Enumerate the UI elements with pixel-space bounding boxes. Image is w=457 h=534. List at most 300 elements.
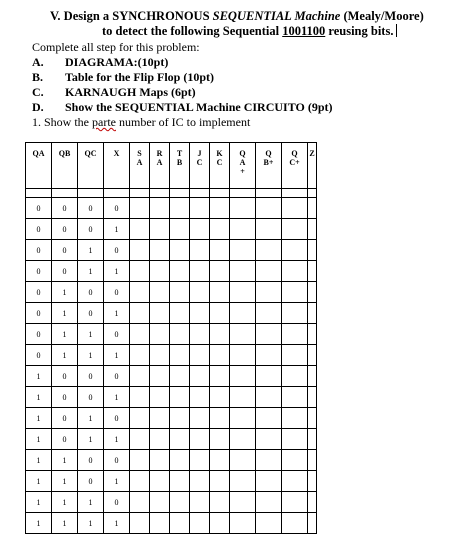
empty-answer-cell[interactable] [230,513,256,534]
empty-answer-cell[interactable] [190,471,210,492]
step-text: DIAGRAMA:(10pt) [65,55,169,69]
empty-answer-cell[interactable] [130,471,150,492]
empty-answer-cell[interactable] [308,345,317,366]
column-header [190,143,210,189]
step-text: Show the SEQUENTIAL Machine CIRCUITO (9pt) [65,100,333,114]
table-row [26,219,317,240]
problem-title-line-1 [50,9,424,24]
empty-answer-cell[interactable] [282,198,308,219]
input-value-cell: 0 [52,366,78,387]
empty-answer-cell[interactable] [170,492,190,513]
spelling-error-word: parte [92,115,116,129]
empty-answer-cell[interactable] [230,450,256,471]
input-value-cell: 1 [52,324,78,345]
empty-answer-cell[interactable] [190,324,210,345]
spacer-cell [52,189,78,198]
input-value-cell: 1 [78,492,104,513]
input-value-cell: 0 [26,198,52,219]
input-value-cell: 0 [104,408,130,429]
input-value-cell: 0 [52,387,78,408]
spacer-cell [150,189,170,198]
empty-answer-cell[interactable] [308,429,317,450]
input-value-cell: 1 [26,429,52,450]
empty-answer-cell[interactable] [308,513,317,534]
spacer-cell [78,189,104,198]
empty-answer-cell[interactable] [308,492,317,513]
empty-answer-cell[interactable] [230,240,256,261]
input-value-cell: 1 [104,345,130,366]
step-letter: C. [32,85,44,99]
empty-answer-cell[interactable] [210,324,230,345]
empty-answer-cell[interactable] [230,324,256,345]
column-header-line: Z [309,149,315,158]
input-value-cell: 0 [78,198,104,219]
column-header [150,143,170,189]
input-value-cell: 0 [26,240,52,261]
table-row [26,240,317,261]
input-value-cell: 0 [78,387,104,408]
empty-answer-cell[interactable] [256,198,282,219]
column-header [230,143,256,189]
empty-answer-cell[interactable] [256,240,282,261]
empty-answer-cell[interactable] [150,387,170,408]
empty-answer-cell[interactable] [308,450,317,471]
input-value-cell: 0 [52,429,78,450]
input-value-cell: 0 [104,198,130,219]
empty-answer-cell[interactable] [282,492,308,513]
empty-answer-cell[interactable] [308,324,317,345]
empty-answer-cell[interactable] [130,219,150,240]
empty-answer-cell[interactable] [170,513,190,534]
column-header-line: T [176,149,183,158]
empty-answer-cell[interactable] [256,408,282,429]
empty-answer-cell[interactable] [190,282,210,303]
empty-answer-cell[interactable] [210,303,230,324]
empty-answer-cell[interactable] [190,450,210,471]
empty-answer-cell[interactable] [282,387,308,408]
empty-answer-cell[interactable] [170,240,190,261]
empty-answer-cell[interactable] [130,198,150,219]
spacer-cell [130,189,150,198]
empty-answer-cell[interactable] [308,303,317,324]
input-value-cell: 1 [26,492,52,513]
input-value-cell: 0 [26,324,52,345]
empty-answer-cell[interactable] [190,513,210,534]
input-value-cell: 1 [104,471,130,492]
empty-answer-cell[interactable] [230,219,256,240]
column-header-line: QA [32,149,45,158]
empty-answer-cell[interactable] [230,366,256,387]
empty-answer-cell[interactable] [210,219,230,240]
input-value-cell: 0 [104,450,130,471]
empty-answer-cell[interactable] [190,219,210,240]
column-header-line: QC [84,149,97,158]
empty-answer-cell[interactable] [190,387,210,408]
table-row [26,492,317,513]
empty-answer-cell[interactable] [150,471,170,492]
empty-answer-cell[interactable] [230,471,256,492]
input-value-cell: 1 [52,492,78,513]
input-value-cell: 0 [78,282,104,303]
input-value-cell: 1 [52,345,78,366]
step-item-a [32,55,168,70]
title-line2-prefix: to detect the following Sequential [102,24,283,38]
empty-answer-cell[interactable] [150,345,170,366]
empty-answer-cell[interactable] [130,261,150,282]
table-row [26,261,317,282]
spacer-cell [190,189,210,198]
empty-answer-cell[interactable] [210,471,230,492]
spacer-cell [308,189,317,198]
empty-answer-cell[interactable] [130,429,150,450]
empty-answer-cell[interactable] [308,408,317,429]
empty-answer-cell[interactable] [130,387,150,408]
table-row [26,471,317,492]
spacer-cell [26,189,52,198]
column-header-line: J [197,149,202,158]
input-value-cell: 0 [52,240,78,261]
empty-answer-cell[interactable] [256,450,282,471]
empty-answer-cell[interactable] [230,282,256,303]
empty-answer-cell[interactable] [150,324,170,345]
empty-answer-cell[interactable] [190,303,210,324]
input-value-cell: 0 [26,282,52,303]
column-header-line: A [156,158,163,167]
empty-answer-cell[interactable] [210,198,230,219]
input-value-cell: 0 [104,324,130,345]
input-value-cell: 1 [52,471,78,492]
empty-answer-cell[interactable] [210,408,230,429]
column-header-line: Q [265,149,272,158]
spacer-cell [256,189,282,198]
empty-answer-cell[interactable] [230,261,256,282]
empty-answer-cell[interactable] [170,366,190,387]
step-letter: B. [32,70,44,84]
empty-answer-cell[interactable] [210,366,230,387]
input-value-cell: 0 [104,492,130,513]
input-value-cell: 1 [104,513,130,534]
table-header-row [26,143,317,189]
empty-answer-cell[interactable] [170,429,190,450]
step-item-b [32,70,214,85]
empty-answer-cell[interactable] [170,324,190,345]
input-value-cell: 0 [26,261,52,282]
empty-answer-cell[interactable] [282,282,308,303]
column-header-line: R [156,149,163,158]
empty-answer-cell[interactable] [150,303,170,324]
empty-answer-cell[interactable] [230,492,256,513]
empty-answer-cell[interactable] [130,240,150,261]
input-value-cell: 0 [78,219,104,240]
title-suffix: (Mealy/Moore) [340,9,424,23]
column-header [256,143,282,189]
table-row [26,513,317,534]
column-header [308,143,317,189]
input-value-cell: 1 [78,429,104,450]
empty-answer-cell[interactable] [170,387,190,408]
empty-answer-cell[interactable] [282,450,308,471]
table-row [26,324,317,345]
table-row [26,198,317,219]
empty-answer-cell[interactable] [190,261,210,282]
column-header [210,143,230,189]
empty-answer-cell[interactable] [170,345,190,366]
note-suffix: number of IC to implement [115,115,251,129]
empty-answer-cell[interactable] [210,429,230,450]
spacer-cell [104,189,130,198]
column-header-line: Q [239,149,246,158]
empty-answer-cell[interactable] [282,261,308,282]
empty-answer-cell[interactable] [170,303,190,324]
empty-answer-cell[interactable] [210,261,230,282]
target-sequence: 1001100 [282,24,326,38]
empty-answer-cell[interactable] [256,345,282,366]
column-header-line: QB [58,149,71,158]
input-value-cell: 1 [78,513,104,534]
empty-answer-cell[interactable] [256,366,282,387]
input-value-cell: 0 [78,303,104,324]
table-row [26,282,317,303]
column-header [78,143,104,189]
input-value-cell: 1 [26,366,52,387]
column-header-line: Q [291,149,298,158]
problem-title-line-2 [102,24,397,39]
empty-answer-cell[interactable] [230,198,256,219]
empty-answer-cell[interactable] [130,303,150,324]
empty-answer-cell[interactable] [150,492,170,513]
input-value-cell: 1 [78,240,104,261]
spacer-cell [210,189,230,198]
empty-answer-cell[interactable] [256,492,282,513]
text-cursor [396,24,397,37]
empty-answer-cell[interactable] [282,240,308,261]
empty-answer-cell[interactable] [230,303,256,324]
input-value-cell: 1 [52,450,78,471]
empty-answer-cell[interactable] [190,198,210,219]
empty-answer-cell[interactable] [282,408,308,429]
empty-answer-cell[interactable] [308,219,317,240]
input-value-cell: 0 [52,198,78,219]
empty-answer-cell[interactable] [130,492,150,513]
input-value-cell: 0 [26,303,52,324]
input-value-cell: 1 [52,303,78,324]
empty-answer-cell[interactable] [308,261,317,282]
empty-answer-cell[interactable] [190,429,210,450]
empty-answer-cell[interactable] [282,366,308,387]
step-letter: A. [32,55,44,69]
empty-answer-cell[interactable] [190,240,210,261]
empty-answer-cell[interactable] [282,219,308,240]
empty-answer-cell[interactable] [282,303,308,324]
empty-answer-cell[interactable] [150,198,170,219]
empty-answer-cell[interactable] [150,429,170,450]
step-text: KARNAUGH Maps (6pt) [65,85,196,99]
input-value-cell: 1 [104,303,130,324]
input-value-cell: 0 [52,219,78,240]
empty-answer-cell[interactable] [308,366,317,387]
empty-answer-cell[interactable] [210,282,230,303]
empty-answer-cell[interactable] [170,471,190,492]
empty-answer-cell[interactable] [256,429,282,450]
empty-answer-cell[interactable] [230,408,256,429]
table-row [26,408,317,429]
spacer-cell [282,189,308,198]
empty-answer-cell[interactable] [210,492,230,513]
input-value-cell: 1 [26,450,52,471]
empty-answer-cell[interactable] [130,366,150,387]
input-value-cell: 1 [78,324,104,345]
column-header [282,143,308,189]
empty-answer-cell[interactable] [282,429,308,450]
empty-answer-cell[interactable] [130,408,150,429]
input-value-cell: 1 [104,387,130,408]
input-value-cell: 1 [104,429,130,450]
empty-answer-cell[interactable] [256,261,282,282]
empty-answer-cell[interactable] [170,282,190,303]
empty-answer-cell[interactable] [308,387,317,408]
empty-answer-cell[interactable] [308,198,317,219]
empty-answer-cell[interactable] [150,450,170,471]
column-header-line: C [196,158,203,167]
input-value-cell: 0 [104,282,130,303]
input-value-cell: 1 [26,408,52,429]
input-value-cell: 1 [26,513,52,534]
column-header [26,143,52,189]
empty-answer-cell[interactable] [190,366,210,387]
input-value-cell: 1 [26,471,52,492]
input-value-cell: 1 [104,219,130,240]
empty-answer-cell[interactable] [256,513,282,534]
column-header-line: A [136,158,143,167]
empty-answer-cell[interactable] [170,198,190,219]
input-value-cell: 1 [52,282,78,303]
column-header-line: C+ [289,158,300,167]
input-value-cell: 0 [104,366,130,387]
table-row [26,429,317,450]
empty-answer-cell[interactable] [308,471,317,492]
empty-answer-cell[interactable] [256,282,282,303]
empty-answer-cell[interactable] [256,387,282,408]
empty-answer-cell[interactable] [150,240,170,261]
empty-answer-cell[interactable] [256,219,282,240]
empty-answer-cell[interactable] [210,240,230,261]
empty-answer-cell[interactable] [210,450,230,471]
input-value-cell: 0 [52,408,78,429]
spacer-cell [170,189,190,198]
empty-answer-cell[interactable] [256,324,282,345]
input-value-cell: 0 [26,219,52,240]
table-row [26,450,317,471]
column-header [104,143,130,189]
empty-answer-cell[interactable] [308,240,317,261]
table-row [26,303,317,324]
empty-answer-cell[interactable] [190,492,210,513]
empty-answer-cell[interactable] [230,345,256,366]
column-header-line: X [113,149,120,158]
empty-answer-cell[interactable] [170,450,190,471]
column-header [130,143,150,189]
intro-text: Complete all step for this problem: [32,40,200,54]
empty-answer-cell[interactable] [190,408,210,429]
empty-answer-cell[interactable] [170,408,190,429]
empty-answer-cell[interactable] [282,513,308,534]
empty-answer-cell[interactable] [282,345,308,366]
empty-answer-cell[interactable] [150,282,170,303]
input-value-cell: 0 [78,450,104,471]
input-value-cell: 0 [78,471,104,492]
title-italic: SEQUENTIAL Machine [212,9,341,23]
empty-answer-cell[interactable] [230,387,256,408]
empty-answer-cell[interactable] [256,303,282,324]
empty-answer-cell[interactable] [230,429,256,450]
input-value-cell: 1 [52,513,78,534]
empty-answer-cell[interactable] [210,387,230,408]
empty-answer-cell[interactable] [130,513,150,534]
note-prefix: 1. Show the [32,115,92,129]
column-header-line: S [137,149,142,158]
title-line2-suffix: reusing bits. [325,24,394,38]
table-row [26,366,317,387]
step-letter: D. [32,100,44,114]
empty-answer-cell[interactable] [210,345,230,366]
empty-answer-cell[interactable] [130,324,150,345]
empty-answer-cell[interactable] [190,345,210,366]
table-spacer-row [26,189,317,198]
empty-answer-cell[interactable] [130,345,150,366]
empty-answer-cell[interactable] [130,450,150,471]
spacer-cell [230,189,256,198]
empty-answer-cell[interactable] [210,513,230,534]
state-transition-table [25,142,317,534]
input-value-cell: 1 [104,261,130,282]
empty-answer-cell[interactable] [150,513,170,534]
column-header [52,143,78,189]
column-header-line: A [239,158,246,167]
empty-answer-cell[interactable] [150,219,170,240]
input-value-cell: 0 [78,366,104,387]
column-header-line: B+ [263,158,274,167]
column-header-line: + [240,167,245,176]
input-value-cell: 1 [78,345,104,366]
column-header [170,143,190,189]
empty-answer-cell[interactable] [130,282,150,303]
empty-answer-cell[interactable] [150,261,170,282]
title-prefix: V. Design a SYNCHRONOUS [50,9,213,23]
column-header-line: K [216,149,223,158]
step-item-d [32,100,333,115]
numbered-note [32,115,250,130]
empty-answer-cell[interactable] [256,471,282,492]
input-value-cell: 1 [78,408,104,429]
input-value-cell: 0 [26,345,52,366]
table-row [26,387,317,408]
column-header-line: C [216,158,223,167]
input-value-cell: 1 [26,387,52,408]
empty-answer-cell[interactable] [282,324,308,345]
empty-answer-cell[interactable] [282,471,308,492]
input-value-cell: 0 [52,261,78,282]
empty-answer-cell[interactable] [170,261,190,282]
empty-answer-cell[interactable] [150,408,170,429]
empty-answer-cell[interactable] [170,219,190,240]
column-header-line: B [176,158,183,167]
input-value-cell: 1 [78,261,104,282]
empty-answer-cell[interactable] [308,282,317,303]
table-body [26,189,317,534]
empty-answer-cell[interactable] [150,366,170,387]
input-value-cell: 0 [104,240,130,261]
step-text: Table for the Flip Flop (10pt) [65,70,215,84]
